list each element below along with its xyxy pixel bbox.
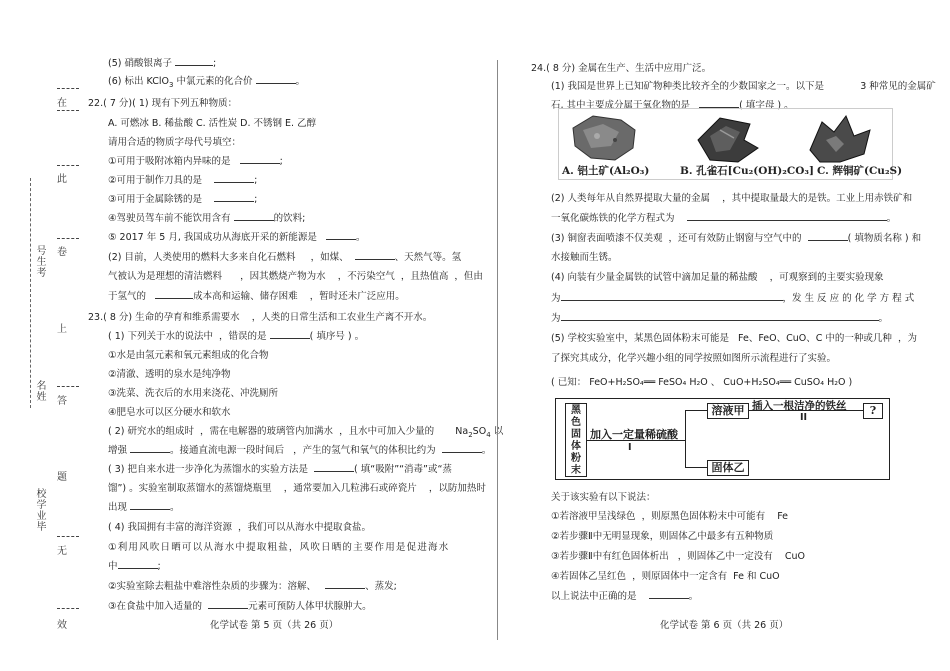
q23-1-opt3: ③洗菜、洗衣后的水用来浇花、冲洗厕所 [108,388,279,399]
statement-3: ③若步骤Ⅱ中有红色固体析出 ，则固体乙中一定没有 CuO [551,551,806,562]
margin-word: 无 [57,546,67,557]
q23-head: 23.( 8 分) 生命的孕育和维系需要水 ，人类的日常生活和工农业生产离不开水。 [88,312,433,323]
flow-box-solution-a: 溶液甲 [707,403,749,419]
q24-3-line2: 水接触而生锈。 [551,252,618,263]
q24-2-line1: (2) 人类每年从自然界提取大量的金属 ，其中提取量最大的是铁。工业上用赤铁矿和 [551,193,913,204]
flow-box-solid-b: 固体乙 [707,460,749,476]
q23-3-line3: 出现 。 [108,502,180,513]
margin-divider [57,536,79,537]
q22-instruction: 请用合适的物质字母代号填空： [108,137,242,148]
q22-item-4: ④驾驶员驾车前不能饮用含有 的饮料; [108,213,306,224]
q23-1-opt4: ④肥皂水可以区分硬水和软水 [108,407,231,418]
margin-word: 此 [57,174,67,185]
exam-number-label: 号生考 [34,245,45,278]
known-equations: ( 已知： FeO+H₂SO₄══ FeSO₄ H₂O 、 CuO+H₂SO₄══ CuSO₄ H₂O ) [551,377,853,388]
flow-box-unknown: ? [863,403,883,419]
q23-3-line1: ( 3) 把自来水进一步净化为蒸馏水的实验方法是 ( 填“吸附”“消毒”或“蒸 [108,464,452,475]
margin-divider [57,608,79,609]
q22-head: 22.( 7 分)( 1) 现有下列五种物质： [88,98,238,109]
margin-word: 答 [57,396,67,407]
q23-4-item1b: 中 ; [108,561,161,572]
margin-divider [57,110,79,111]
q22-item-2: ②可用于制作刀具的是 ; [108,175,258,186]
q24-2-line2: 一氧化碳炼铁的化学方程式为 。 [551,213,897,224]
ore-label-c: C. 辉铜矿(Cu₂S) [817,165,903,177]
q23-2-line1: ( 2) 研究水的组成时 ，需在电解器的玻璃管内加满水 ，且水中可加入少量的 $Na_2SO_4$ 以 [108,426,504,439]
q24-4-line3: 为 。 [551,313,889,324]
flow-step2-label: 插入一根洁净的铁丝 [752,400,847,412]
q24-head: 24.( 8 分) 金属在生产、生活中应用广泛。 [531,63,712,74]
flow-step1-num: I [628,442,632,453]
ore-label-a: A. 铝土矿(Al₂O₃) [562,165,650,177]
q24-1-line1: (1) 我国是世界上已知矿物种类比较齐全的少数国家之一。以下是 3 种常见的金属矿 [551,81,936,92]
q23-3-line2: 馏”) 。实验室制取蒸馏水的蒸馏烧瓶里 ，通常要加入几粒沸石或碎瓷片 ，以防加热时 [108,483,486,494]
q21-6: (6) 标出 KClO$_3$ 中氯元素的化合价 。 [108,76,306,89]
q22-2-line2: 气被认为是理想的清洁燃料 ，因其燃烧产物为水 ，不污染空气 ，且热值高 ，但由 [108,271,483,282]
q22-item-1: ①可用于吸附冰箱内异味的是 ; [108,156,283,167]
margin-divider [57,386,79,387]
q24-4-line2: 为 ，发 生 反 应 的 化 学 方 程 式 [551,293,915,304]
q24-1-line2: 石, 其中主要成分属于氧化物的是 ( 填字母 ) 。 [551,100,794,111]
statement-4: ④若固体乙呈红色 ，则原固体中一定含有 Fe 和 CuO [551,571,780,582]
statements-answer: 以上说法中正确的是 。 [551,591,699,602]
q21-5: (5) 硝酸银离子 ; [108,58,217,69]
name-label: 名姓 [34,380,45,402]
margin-word: 题 [57,472,67,483]
ore-label-b: B. 孔雀石[Cu₂(OH)₂CO₃] [680,165,814,177]
flow-step2-num: II [800,412,808,423]
q23-4-item2: ②实验室除去粗盐中难溶性杂质的步骤为：溶解、 、蒸发; [108,581,397,592]
flow-start-box: 黑色固体粉末 [565,403,587,477]
q24-5-line2: 了探究其成分，化学兴趣小组的同学按照如图所示流程进行了实验。 [551,353,837,364]
q22-2-line3: 于氢气的 成本高和运输、储存困难 ，暂时还未广泛应用。 [108,291,405,302]
margin-divider [57,88,79,89]
q23-4-item3: ③在食盐中加入适量的 元素可预防人体甲状腺肿大。 [108,601,372,612]
flow-step1-label: 加入一定量稀硫酸 [590,428,678,441]
q23-1: ( 1) 下列关于水的说法中 ，错误的是 ( 填序号 ) 。 [108,331,365,342]
margin-word: 卷 [57,247,67,258]
q23-1-opt2: ②清澈、透明的泉水是纯净物 [108,369,231,380]
margin-word: 在 [57,98,67,109]
page-divider [497,60,498,640]
margin-word: 效 [57,620,67,631]
margin-binding-line [30,178,33,408]
q22-item-5: ⑤ 2017 年 5 月, 我国成功从海底开采的新能源是 。 [108,232,366,243]
margin-word: 上 [57,324,67,335]
q23-2-line2: 增强 。接通直流电源一段时间后 ，产生的氢气和氧气的体积比约为 。 [108,445,492,456]
school-label: 校学业毕 [34,488,45,532]
q22-item-3: ③可用于金属除锈的是 ; [108,194,258,205]
q23-1-opt1: ①水是由氢元素和氧元素组成的化合物 [108,350,269,361]
margin-divider [57,238,79,239]
margin-divider [57,165,79,166]
q22-options: A. 可燃冰 B. 稀盐酸 C. 活性炭 D. 不锈钢 E. 乙醇 [108,118,317,129]
statement-2: ②若步骤Ⅱ中无明显现象，则固体乙中最多有五种物质 [551,531,774,542]
q24-5-line1: (5) 学校实验室中，某黑色固体粉末可能是 Fe、FeO、CuO、C 中的一种或几种 ，为 [551,333,917,344]
q23-4-item1: ①利用风吹日晒可以从海水中提取粗盐，风吹日晒的主要作用是促进海水 [108,542,450,553]
statement-1: ①若溶液甲呈浅绿色 ，则原黑色固体粉末中可能有 Fe [551,511,788,522]
q22-2-line1: (2) 目前，人类使用的燃料大多来自化石燃料 ，如煤、 、天然气等。氢 [108,252,462,263]
q24-3-line1: (3) 铜窗表面喷漆不仅美观 ，还可有效防止钢窗与空气中的 ( 填物质名称 ) 和 [551,233,922,244]
statements-intro: 关于该实验有以下说法： [551,492,656,503]
page-footer-right: 化学试卷 第 6 页（共 26 页） [660,620,789,631]
q24-4-line1: (4) 向装有少量金属铁的试管中滴加足量的稀盐酸 ，可观察到的主要实验现象 [551,272,884,283]
q23-4-head: ( 4) 我国拥有丰富的海洋资源 ，我们可以从海水中提取食盐。 [108,522,372,533]
page-footer-left: 化学试卷 第 5 页（共 26 页） [210,620,339,631]
